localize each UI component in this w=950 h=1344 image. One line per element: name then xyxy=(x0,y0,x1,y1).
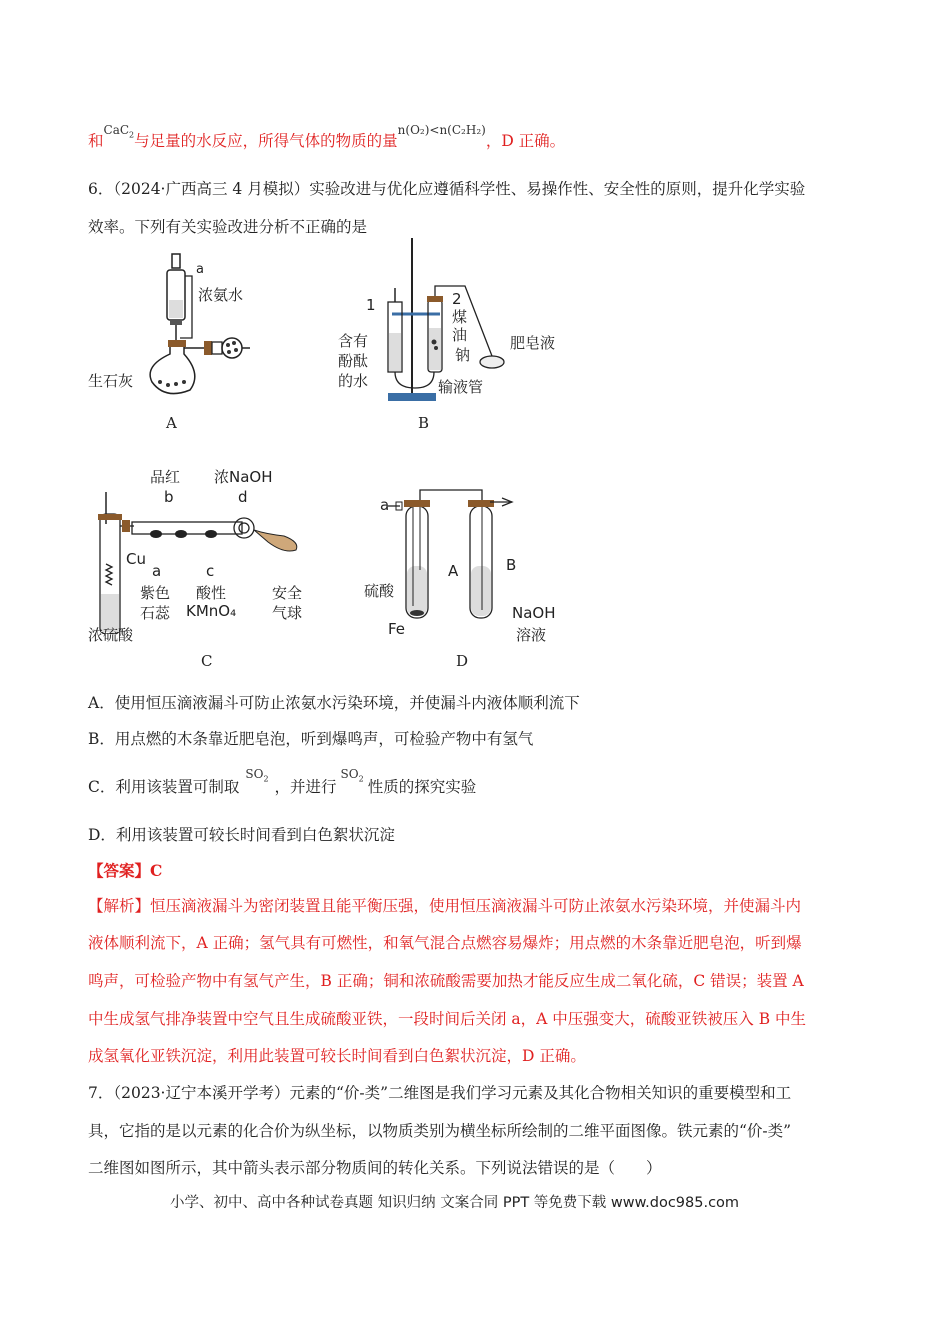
fig-c-label-acid: 浓硫酸 xyxy=(88,626,134,644)
fig-c-label-suanxing: 酸性 xyxy=(196,584,227,602)
fig-b-label-water1: 含有 xyxy=(338,332,369,350)
option-b: B．用点燃的木条靠近肥皂泡，听到爆鸣声，可检验产物中有氢气 xyxy=(88,730,534,748)
fig-c-label-a: a xyxy=(152,562,162,580)
fig-d-label-a: a xyxy=(380,496,390,514)
fig-b-label-oil1: 煤 xyxy=(452,308,468,326)
fig-b-label-oil2: 油 xyxy=(452,326,468,344)
fig-b-caption: B xyxy=(418,414,430,432)
analysis-line-5: 成氢氧化亚铁沉淀，利用此装置可较长时间看到白色絮状沉淀，D 正确。 xyxy=(88,1047,586,1065)
fig-c-label-zise2: 石蕊 xyxy=(140,604,171,622)
q7-line-1: 7．（2023·辽宁本溪开学考）元素的“价-类”二维图是我们学习元素及其化合物相关知识的重要模型和工 xyxy=(88,1084,792,1102)
analysis-line-2: 液体顺利流下，A 正确；氢气具有可燃性，和氧气混合点燃容易爆炸；用点燃的木条靠近肥皂泡，听到爆 xyxy=(88,934,802,952)
q6-line2: 效率。下列有关实验改进分析不正确的是 xyxy=(88,218,368,236)
fig-b-label-soap: 肥皂液 xyxy=(510,334,556,352)
fig-d-label-B: B xyxy=(506,556,517,574)
mole-inequality: n(O₂)<n(C₂H₂) xyxy=(397,123,486,137)
fig-b-label-tube: 输液管 xyxy=(438,378,484,396)
page-footer: 小学、初中、高中各种试卷真题 知识归纳 文案合同 PPT 等免费下载 www.doc985.com xyxy=(170,1195,740,1211)
fig-d-caption: D xyxy=(456,652,469,670)
fig-c-label-kmno4: KMnO₄ xyxy=(186,602,237,620)
fig-c-label-anquan2: 气球 xyxy=(272,604,303,622)
fig-a-label-solid: 生石灰 xyxy=(88,372,134,390)
prev-answer-prefix: 和 xyxy=(88,132,104,150)
fig-c-label-c: c xyxy=(206,562,215,580)
fig-b-label-na: 钠 xyxy=(455,346,471,364)
q6-line1: 6．（2024·广西高三 4 月模拟）实验改进与优化应遵循科学性、易操作性、安全性的原则，提升化学实验 xyxy=(88,180,806,198)
option-c: C．利用该装置可制取$^{SO_2}$ ，并进行$^{SO_2}$ 性质的探究实验 xyxy=(88,767,477,796)
prev-answer-end: ，D 正确。 xyxy=(485,132,566,150)
fig-a-label-reagent: 浓氨水 xyxy=(198,286,244,304)
fig-a-label-a: a xyxy=(196,262,204,277)
q7-line-2: 具，它指的是以元素的化合价为纵坐标，以物质类别为横坐标所绘制的二维平面图像。铁元素的“价-类” xyxy=(88,1122,792,1140)
fig-a-caption: A xyxy=(166,414,177,432)
fig-c-label-zise1: 紫色 xyxy=(140,584,171,602)
fig-c-label-naoh: 浓NaOH xyxy=(214,468,273,486)
q7-line-3: 二维图如图所示，其中箭头表示部分物质间的转化关系。下列说法错误的是（ ） xyxy=(88,1159,662,1177)
fig-d-label-A: A xyxy=(448,562,459,580)
fig-b-label-2: 2 xyxy=(452,290,462,308)
so2-formula-2: SO2 xyxy=(340,767,364,784)
analysis-line-1: 【解析】恒压滴液漏斗为密闭装置且能平衡压强，使用恒压滴液漏斗可防止浓氨水污染环境，并使漏斗内 xyxy=(88,897,802,915)
fig-b-label-1: 1 xyxy=(366,296,376,314)
answer-line: 【答案】C xyxy=(88,861,163,880)
fig-d-label-fe: Fe xyxy=(388,620,406,638)
option-d: D．利用该装置可较长时间看到白色絮状沉淀 xyxy=(88,826,395,844)
figure-a-apparatus xyxy=(130,242,310,402)
fig-d-label-naoh1: NaOH xyxy=(512,604,556,622)
fig-c-label-cu: Cu xyxy=(126,550,146,568)
analysis-line-3: 鸣声，可检验产物中有氢气产生，B 正确；铜和浓硫酸需要加热才能反应生成二氧化硫，C 错误；装置 A xyxy=(88,972,804,990)
so2-formula-1: SO2 xyxy=(245,767,269,784)
fig-d-label-acid: 硫酸 xyxy=(364,582,395,600)
option-a: A．使用恒压滴液漏斗可防止浓氨水污染环境，并使漏斗内液体顺利流下 xyxy=(88,694,580,712)
fig-c-label-d: d xyxy=(238,488,248,506)
prev-answer-mid: 与足量的水反应，所得气体的物质的量 xyxy=(134,132,398,150)
analysis-line-4: 中生成氢气排净装置中空气且生成硫酸亚铁，一段时间后关闭 a，A 中压强变大，硫酸亚铁被压入 B 中生 xyxy=(88,1010,807,1028)
fig-d-label-naoh2: 溶液 xyxy=(516,626,547,644)
fig-c-label-b: b xyxy=(164,488,174,506)
fig-c-label-anquan1: 安全 xyxy=(272,584,303,602)
fig-c-label-pinhong: 品红 xyxy=(150,468,181,486)
prev-answer-line xyxy=(88,123,566,158)
fig-b-label-water3: 的水 xyxy=(338,372,369,390)
fig-c-caption: C xyxy=(201,652,213,670)
cac2-formula: CaC2 xyxy=(103,123,135,140)
fig-b-label-water2: 酚酞 xyxy=(338,352,369,370)
